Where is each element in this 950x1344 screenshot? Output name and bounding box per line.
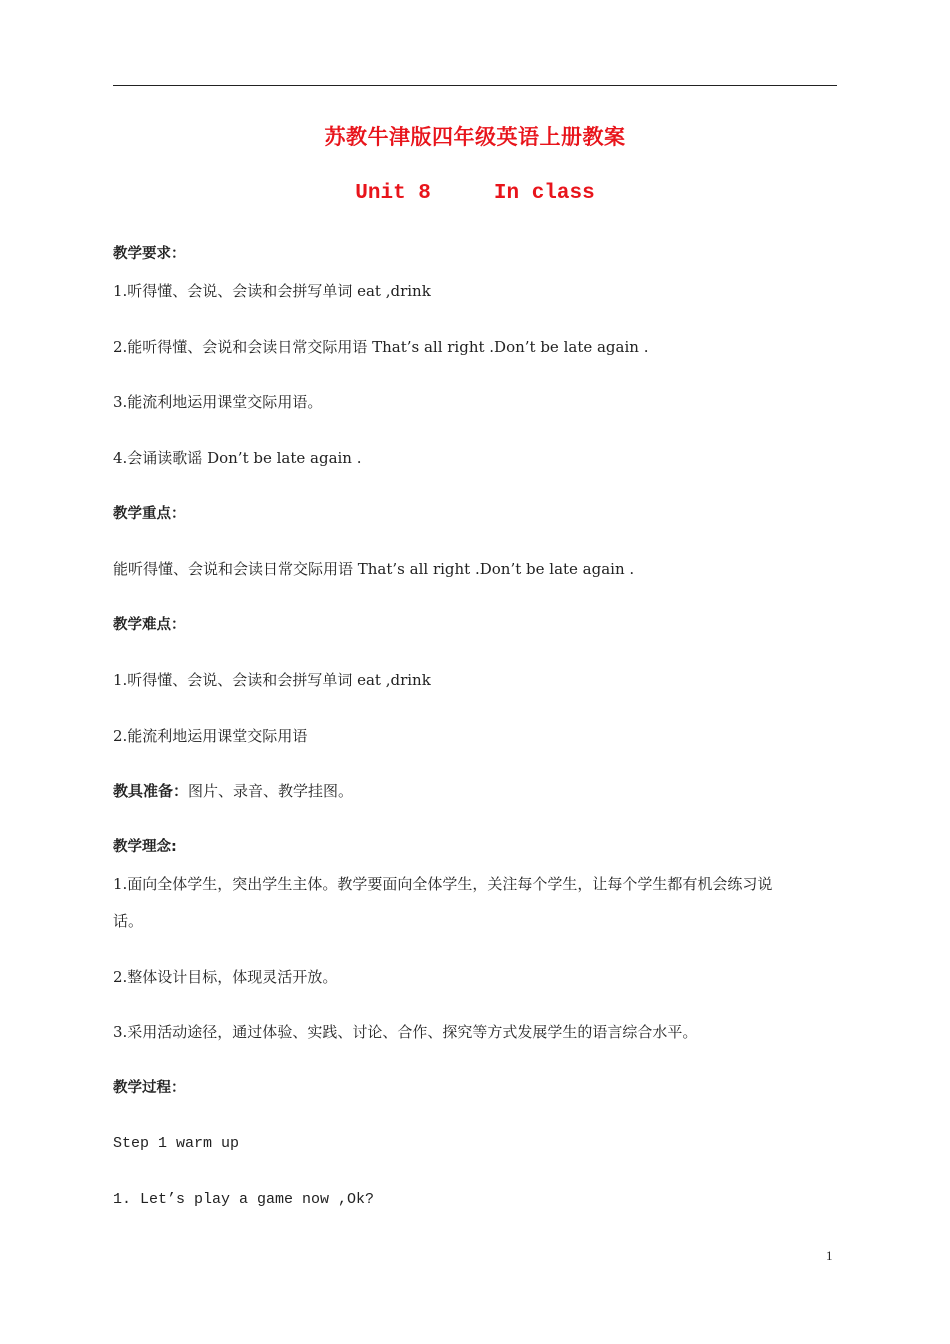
philosophy-item-2: 2.整体设计目标，体现灵活开放。 bbox=[113, 968, 338, 986]
difficulty-item-1: 1.听得懂、会说、会读和会拼写单词 eat ,drink bbox=[113, 671, 431, 689]
process-step-1: Step 1 warm up bbox=[113, 1135, 240, 1152]
key-points-heading: 教学重点： bbox=[113, 506, 186, 522]
philosophy-item-1-continued: 话。 bbox=[113, 912, 144, 930]
requirement-item-1: 1.听得懂、会说、会读和会拼写单词 eat ,drink bbox=[113, 282, 431, 300]
philosophy-item-1: 1.面向全体学生，突出学生主体。教学要面向全体学生，关注每个学生，让每个学生都有机会练习说 bbox=[113, 875, 773, 893]
materials-label: 教具准备： bbox=[113, 782, 189, 800]
requirement-item-2: 2.能听得懂、会说和会读日常交际用语 That’s all right .Don’t be late again . bbox=[113, 338, 649, 356]
requirements-heading: 教学要求： bbox=[113, 246, 186, 262]
document-title: 苏教牛津版四年级英语上册教案 bbox=[324, 125, 626, 149]
process-item-1: 1. Let’s play a game now ,Ok? bbox=[113, 1191, 375, 1208]
materials-text: 图片、录音、教学挂图。 bbox=[188, 782, 354, 800]
requirement-item-4: 4.会诵读歌谣 Don’t be late again . bbox=[113, 449, 362, 467]
difficulties-heading: 教学难点： bbox=[113, 617, 186, 633]
requirement-item-3: 3.能流利地运用课堂交际用语。 bbox=[113, 393, 323, 411]
process-heading: 教学过程： bbox=[113, 1080, 186, 1096]
unit-title: Unit 8 In class bbox=[355, 182, 595, 205]
difficulty-item-2: 2.能流利地运用课堂交际用语 bbox=[113, 727, 308, 745]
philosophy-item-3: 3.采用活动途径，通过体验、实践、讨论、合作、探究等方式发展学生的语言综合水平。 bbox=[113, 1023, 698, 1041]
key-point-item-1: 能听得懂、会说和会读日常交际用语 That’s all right .Don’t be late again . bbox=[113, 560, 635, 578]
materials-line bbox=[113, 781, 843, 801]
header-rule bbox=[113, 85, 837, 86]
philosophy-heading: 教学理念: bbox=[113, 839, 177, 855]
page-number: 1 bbox=[826, 1248, 833, 1263]
